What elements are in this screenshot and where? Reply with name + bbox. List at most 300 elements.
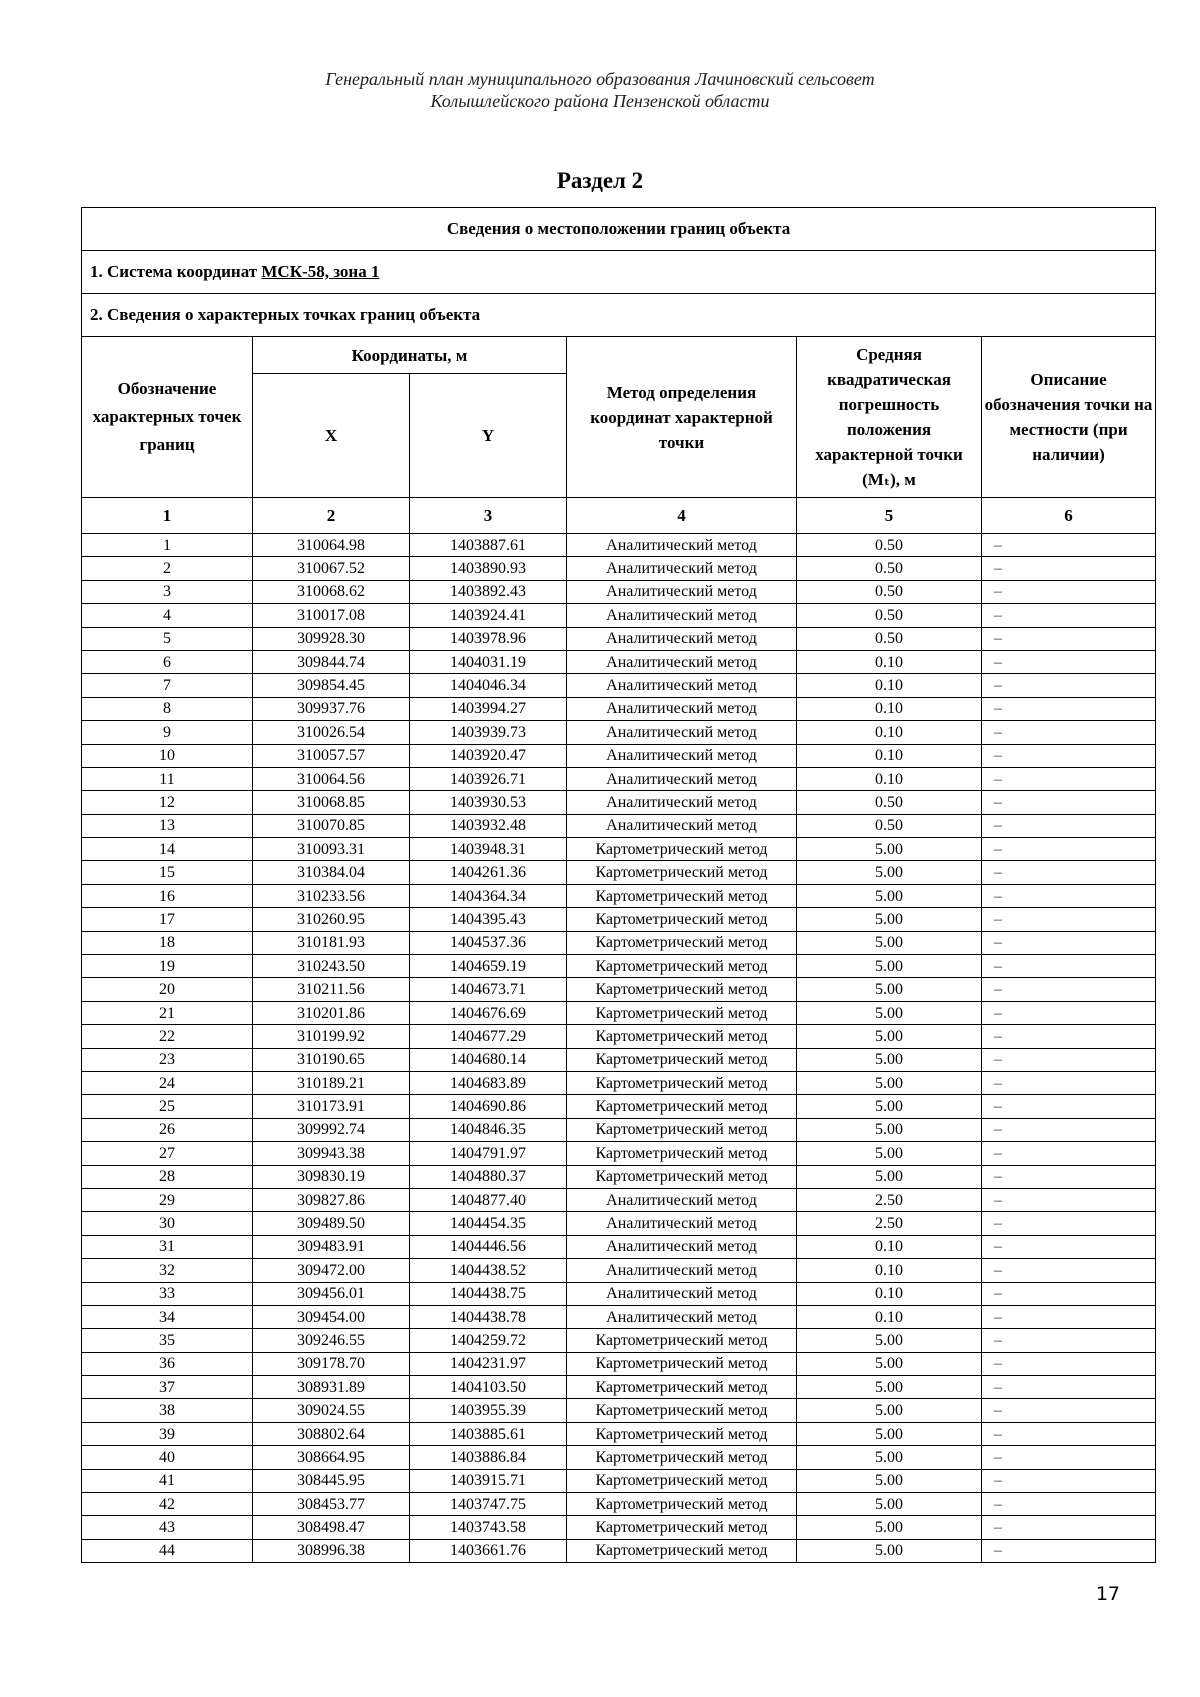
method-cell: Аналитический метод xyxy=(567,1259,797,1282)
point-id-cell: 37 xyxy=(82,1376,253,1399)
method-cell: Аналитический метод xyxy=(567,744,797,767)
x-coordinate-cell: 310017.08 xyxy=(253,604,410,627)
point-id-cell: 39 xyxy=(82,1422,253,1445)
method-cell: Аналитический метод xyxy=(567,697,797,720)
description-cell: – xyxy=(982,580,1156,603)
description-cell: – xyxy=(982,1235,1156,1258)
table-body xyxy=(82,534,1156,1563)
point-id-cell: 13 xyxy=(82,814,253,837)
point-id-cell: 8 xyxy=(82,697,253,720)
error-cell: 5.00 xyxy=(797,1493,982,1516)
description-cell: – xyxy=(982,744,1156,767)
y-coordinate-cell: 1403661.76 xyxy=(410,1539,567,1562)
table-row xyxy=(82,978,1156,1001)
description-cell: – xyxy=(982,1516,1156,1539)
table-row xyxy=(82,1399,1156,1422)
y-coordinate-cell: 1403887.61 xyxy=(410,534,567,557)
column-number-4: 4 xyxy=(567,498,797,534)
y-coordinate-cell: 1404103.50 xyxy=(410,1376,567,1399)
error-cell: 0.50 xyxy=(797,604,982,627)
error-cell: 5.00 xyxy=(797,1376,982,1399)
y-coordinate-cell: 1404673.71 xyxy=(410,978,567,1001)
table-row xyxy=(82,697,1156,720)
error-cell: 5.00 xyxy=(797,978,982,1001)
point-id-cell: 10 xyxy=(82,744,253,767)
y-coordinate-cell: 1404438.75 xyxy=(410,1282,567,1305)
x-coordinate-cell: 309844.74 xyxy=(253,650,410,673)
description-cell: – xyxy=(982,1305,1156,1328)
method-cell: Картометрический метод xyxy=(567,1422,797,1445)
table-row xyxy=(82,1282,1156,1305)
x-coordinate-cell: 309246.55 xyxy=(253,1329,410,1352)
y-coordinate-cell: 1403885.61 xyxy=(410,1422,567,1445)
x-coordinate-cell: 310064.98 xyxy=(253,534,410,557)
y-coordinate-cell: 1404438.52 xyxy=(410,1259,567,1282)
table-row xyxy=(82,767,1156,790)
table-row xyxy=(82,1212,1156,1235)
method-cell: Картометрический метод xyxy=(567,1165,797,1188)
y-coordinate-cell: 1404259.72 xyxy=(410,1329,567,1352)
x-coordinate-cell: 309830.19 xyxy=(253,1165,410,1188)
header-error: Средняя квадратическая погрешность положения характерной точки (Mₜ), м xyxy=(797,337,982,498)
column-number-6: 6 xyxy=(982,498,1156,534)
error-cell: 5.00 xyxy=(797,1422,982,1445)
table-row xyxy=(82,1469,1156,1492)
table-row xyxy=(82,1071,1156,1094)
point-id-cell: 27 xyxy=(82,1142,253,1165)
method-cell: Картометрический метод xyxy=(567,1399,797,1422)
x-coordinate-cell: 310211.56 xyxy=(253,978,410,1001)
y-coordinate-cell: 1403926.71 xyxy=(410,767,567,790)
x-coordinate-cell: 309454.00 xyxy=(253,1305,410,1328)
x-coordinate-cell: 310064.56 xyxy=(253,767,410,790)
description-cell: – xyxy=(982,1329,1156,1352)
table-row xyxy=(82,721,1156,744)
x-coordinate-cell: 310068.85 xyxy=(253,791,410,814)
table-row xyxy=(82,1165,1156,1188)
description-cell: – xyxy=(982,978,1156,1001)
error-cell: 5.00 xyxy=(797,1165,982,1188)
method-cell: Картометрический метод xyxy=(567,1446,797,1469)
error-cell: 5.00 xyxy=(797,1329,982,1352)
method-cell: Картометрический метод xyxy=(567,1142,797,1165)
error-cell: 0.10 xyxy=(797,1305,982,1328)
y-coordinate-cell: 1404680.14 xyxy=(410,1048,567,1071)
error-cell: 5.00 xyxy=(797,1352,982,1375)
table-row xyxy=(82,1048,1156,1071)
point-id-cell: 7 xyxy=(82,674,253,697)
table-row xyxy=(82,1376,1156,1399)
y-coordinate-cell: 1404231.97 xyxy=(410,1352,567,1375)
x-coordinate-cell: 309827.86 xyxy=(253,1188,410,1211)
table-row xyxy=(82,955,1156,978)
y-coordinate-cell: 1404395.43 xyxy=(410,908,567,931)
method-cell: Картометрический метод xyxy=(567,1352,797,1375)
x-coordinate-cell: 309472.00 xyxy=(253,1259,410,1282)
y-coordinate-cell: 1404690.86 xyxy=(410,1095,567,1118)
x-coordinate-cell: 308931.89 xyxy=(253,1376,410,1399)
column-number-5: 5 xyxy=(797,498,982,534)
description-cell: – xyxy=(982,1376,1156,1399)
point-id-cell: 15 xyxy=(82,861,253,884)
error-cell: 0.10 xyxy=(797,697,982,720)
y-coordinate-cell: 1404877.40 xyxy=(410,1188,567,1211)
point-id-cell: 4 xyxy=(82,604,253,627)
x-coordinate-cell: 309456.01 xyxy=(253,1282,410,1305)
table-row xyxy=(82,1188,1156,1211)
x-coordinate-cell: 308445.95 xyxy=(253,1469,410,1492)
y-coordinate-cell: 1403747.75 xyxy=(410,1493,567,1516)
table-row xyxy=(82,627,1156,650)
table-row xyxy=(82,1329,1156,1352)
description-cell: – xyxy=(982,814,1156,837)
point-id-cell: 32 xyxy=(82,1259,253,1282)
method-cell: Аналитический метод xyxy=(567,674,797,697)
x-coordinate-cell: 310243.50 xyxy=(253,955,410,978)
description-cell: – xyxy=(982,1399,1156,1422)
x-coordinate-cell: 309992.74 xyxy=(253,1118,410,1141)
point-id-cell: 29 xyxy=(82,1188,253,1211)
error-cell: 5.00 xyxy=(797,955,982,978)
error-cell: 0.50 xyxy=(797,791,982,814)
point-id-cell: 14 xyxy=(82,838,253,861)
y-coordinate-cell: 1404454.35 xyxy=(410,1212,567,1235)
point-id-cell: 35 xyxy=(82,1329,253,1352)
x-coordinate-cell: 309928.30 xyxy=(253,627,410,650)
y-coordinate-cell: 1404261.36 xyxy=(410,861,567,884)
method-cell: Картометрический метод xyxy=(567,1516,797,1539)
description-cell: – xyxy=(982,1493,1156,1516)
y-coordinate-cell: 1404683.89 xyxy=(410,1071,567,1094)
error-cell: 0.50 xyxy=(797,557,982,580)
method-cell: Картометрический метод xyxy=(567,838,797,861)
description-cell: – xyxy=(982,1282,1156,1305)
table-row xyxy=(82,814,1156,837)
point-id-cell: 34 xyxy=(82,1305,253,1328)
method-cell: Картометрический метод xyxy=(567,1025,797,1048)
table-row xyxy=(82,791,1156,814)
x-coordinate-cell: 310068.62 xyxy=(253,580,410,603)
x-coordinate-cell: 310067.52 xyxy=(253,557,410,580)
y-coordinate-cell: 1403930.53 xyxy=(410,791,567,814)
y-coordinate-cell: 1404880.37 xyxy=(410,1165,567,1188)
point-id-cell: 28 xyxy=(82,1165,253,1188)
error-cell: 0.10 xyxy=(797,744,982,767)
header-x: X xyxy=(253,374,410,498)
point-id-cell: 22 xyxy=(82,1025,253,1048)
description-cell: – xyxy=(982,1142,1156,1165)
table-row xyxy=(82,557,1156,580)
description-cell: – xyxy=(982,721,1156,744)
table-row xyxy=(82,604,1156,627)
x-coordinate-cell: 309489.50 xyxy=(253,1212,410,1235)
y-coordinate-cell: 1404364.34 xyxy=(410,884,567,907)
method-cell: Аналитический метод xyxy=(567,580,797,603)
method-cell: Картометрический метод xyxy=(567,1493,797,1516)
y-coordinate-cell: 1403890.93 xyxy=(410,557,567,580)
column-number-1: 1 xyxy=(82,498,253,534)
x-coordinate-cell: 310189.21 xyxy=(253,1071,410,1094)
point-id-cell: 9 xyxy=(82,721,253,744)
y-coordinate-cell: 1403932.48 xyxy=(410,814,567,837)
description-cell: – xyxy=(982,1446,1156,1469)
error-cell: 0.50 xyxy=(797,627,982,650)
method-cell: Аналитический метод xyxy=(567,1305,797,1328)
method-cell: Аналитический метод xyxy=(567,721,797,744)
error-cell: 0.10 xyxy=(797,721,982,744)
method-cell: Аналитический метод xyxy=(567,767,797,790)
error-cell: 5.00 xyxy=(797,1071,982,1094)
description-cell: – xyxy=(982,1071,1156,1094)
point-id-cell: 1 xyxy=(82,534,253,557)
description-cell: – xyxy=(982,1352,1156,1375)
table-row xyxy=(82,1001,1156,1024)
method-cell: Картометрический метод xyxy=(567,884,797,907)
point-id-cell: 12 xyxy=(82,791,253,814)
header-coordinates: Координаты, м xyxy=(253,337,567,374)
error-cell: 5.00 xyxy=(797,1048,982,1071)
point-id-cell: 25 xyxy=(82,1095,253,1118)
error-cell: 0.10 xyxy=(797,674,982,697)
point-id-cell: 40 xyxy=(82,1446,253,1469)
table-row xyxy=(82,838,1156,861)
x-coordinate-cell: 308498.47 xyxy=(253,1516,410,1539)
description-cell: – xyxy=(982,604,1156,627)
method-cell: Картометрический метод xyxy=(567,1539,797,1562)
section-title: Раздел 2 xyxy=(556,168,644,193)
method-cell: Картометрический метод xyxy=(567,931,797,954)
description-cell: – xyxy=(982,908,1156,931)
x-coordinate-cell: 308996.38 xyxy=(253,1539,410,1562)
x-coordinate-cell: 310190.65 xyxy=(253,1048,410,1071)
y-coordinate-cell: 1403915.71 xyxy=(410,1469,567,1492)
method-cell: Аналитический метод xyxy=(567,604,797,627)
header-line-1: Генеральный план муниципального образования Лачиновский сельсовет xyxy=(325,69,875,89)
method-cell: Аналитический метод xyxy=(567,1212,797,1235)
description-cell: – xyxy=(982,1001,1156,1024)
error-cell: 5.00 xyxy=(797,1095,982,1118)
method-cell: Картометрический метод xyxy=(567,1001,797,1024)
y-coordinate-cell: 1404659.19 xyxy=(410,955,567,978)
error-cell: 0.50 xyxy=(797,580,982,603)
description-cell: – xyxy=(982,1118,1156,1141)
table-row xyxy=(82,1142,1156,1165)
error-cell: 5.00 xyxy=(797,861,982,884)
description-cell: – xyxy=(982,1095,1156,1118)
x-coordinate-cell: 310057.57 xyxy=(253,744,410,767)
description-cell: – xyxy=(982,1539,1156,1562)
error-cell: 5.00 xyxy=(797,931,982,954)
method-cell: Аналитический метод xyxy=(567,650,797,673)
point-id-cell: 5 xyxy=(82,627,253,650)
point-id-cell: 23 xyxy=(82,1048,253,1071)
y-coordinate-cell: 1404677.29 xyxy=(410,1025,567,1048)
x-coordinate-cell: 310181.93 xyxy=(253,931,410,954)
method-cell: Аналитический метод xyxy=(567,791,797,814)
method-cell: Аналитический метод xyxy=(567,557,797,580)
error-cell: 0.10 xyxy=(797,767,982,790)
description-cell: – xyxy=(982,1188,1156,1211)
method-cell: Аналитический метод xyxy=(567,627,797,650)
method-cell: Картометрический метод xyxy=(567,1048,797,1071)
table-row xyxy=(82,1493,1156,1516)
table-row xyxy=(82,1095,1156,1118)
point-id-cell: 26 xyxy=(82,1118,253,1141)
y-coordinate-cell: 1404846.35 xyxy=(410,1118,567,1141)
point-id-cell: 44 xyxy=(82,1539,253,1562)
y-coordinate-cell: 1404446.56 xyxy=(410,1235,567,1258)
point-id-cell: 16 xyxy=(82,884,253,907)
x-coordinate-cell: 310260.95 xyxy=(253,908,410,931)
error-cell: 0.10 xyxy=(797,1235,982,1258)
error-cell: 5.00 xyxy=(797,1539,982,1562)
method-cell: Аналитический метод xyxy=(567,1235,797,1258)
description-cell: – xyxy=(982,838,1156,861)
error-cell: 5.00 xyxy=(797,1516,982,1539)
column-number-3: 3 xyxy=(410,498,567,534)
description-cell: – xyxy=(982,1048,1156,1071)
table-row xyxy=(82,1516,1156,1539)
method-cell: Аналитический метод xyxy=(567,534,797,557)
error-cell: 5.00 xyxy=(797,884,982,907)
point-id-cell: 6 xyxy=(82,650,253,673)
y-coordinate-cell: 1404438.78 xyxy=(410,1305,567,1328)
table-row xyxy=(82,1352,1156,1375)
y-coordinate-cell: 1403978.96 xyxy=(410,627,567,650)
method-cell: Аналитический метод xyxy=(567,814,797,837)
description-cell: – xyxy=(982,931,1156,954)
table-row xyxy=(82,650,1156,673)
x-coordinate-cell: 309178.70 xyxy=(253,1352,410,1375)
description-cell: – xyxy=(982,1469,1156,1492)
description-cell: – xyxy=(982,557,1156,580)
point-id-cell: 11 xyxy=(82,767,253,790)
method-cell: Картометрический метод xyxy=(567,908,797,931)
x-coordinate-cell: 310233.56 xyxy=(253,884,410,907)
error-cell: 5.00 xyxy=(797,1399,982,1422)
table-row xyxy=(82,534,1156,557)
x-coordinate-cell: 309943.38 xyxy=(253,1142,410,1165)
page-number: 17 xyxy=(1095,1583,1120,1605)
coord-system-value: МСК-58, зона 1 xyxy=(261,262,380,281)
y-coordinate-cell: 1403924.41 xyxy=(410,604,567,627)
document-header xyxy=(0,68,1200,112)
point-id-cell: 18 xyxy=(82,931,253,954)
y-coordinate-cell: 1403886.84 xyxy=(410,1446,567,1469)
y-coordinate-cell: 1403994.27 xyxy=(410,697,567,720)
y-coordinate-cell: 1403920.47 xyxy=(410,744,567,767)
x-coordinate-cell: 310026.54 xyxy=(253,721,410,744)
description-cell: – xyxy=(982,884,1156,907)
error-cell: 5.00 xyxy=(797,838,982,861)
x-coordinate-cell: 310201.86 xyxy=(253,1001,410,1024)
points-title: 2. Сведения о характерных точках границ объекта xyxy=(82,294,1156,337)
error-cell: 0.10 xyxy=(797,1282,982,1305)
y-coordinate-cell: 1404537.36 xyxy=(410,931,567,954)
description-cell: – xyxy=(982,1422,1156,1445)
point-id-cell: 17 xyxy=(82,908,253,931)
table-row xyxy=(82,884,1156,907)
error-cell: 5.00 xyxy=(797,1142,982,1165)
point-id-cell: 24 xyxy=(82,1071,253,1094)
y-coordinate-cell: 1403955.39 xyxy=(410,1399,567,1422)
point-id-cell: 41 xyxy=(82,1469,253,1492)
x-coordinate-cell: 308664.95 xyxy=(253,1446,410,1469)
description-cell: – xyxy=(982,1165,1156,1188)
x-coordinate-cell: 308453.77 xyxy=(253,1493,410,1516)
method-cell: Картометрический метод xyxy=(567,1376,797,1399)
y-coordinate-cell: 1403939.73 xyxy=(410,721,567,744)
x-coordinate-cell: 310070.85 xyxy=(253,814,410,837)
method-cell: Картометрический метод xyxy=(567,1329,797,1352)
column-number-2: 2 xyxy=(253,498,410,534)
error-cell: 0.50 xyxy=(797,534,982,557)
method-cell: Картометрический метод xyxy=(567,955,797,978)
x-coordinate-cell: 309024.55 xyxy=(253,1399,410,1422)
header-line-2: Колышлейского района Пензенской области xyxy=(430,91,770,111)
point-id-cell: 33 xyxy=(82,1282,253,1305)
method-cell: Аналитический метод xyxy=(567,1282,797,1305)
table-row xyxy=(82,1446,1156,1469)
table-row xyxy=(82,1118,1156,1141)
x-coordinate-cell: 309483.91 xyxy=(253,1235,410,1258)
table-row xyxy=(82,1305,1156,1328)
table-row xyxy=(82,580,1156,603)
point-id-cell: 21 xyxy=(82,1001,253,1024)
description-cell: – xyxy=(982,955,1156,978)
y-coordinate-cell: 1404046.34 xyxy=(410,674,567,697)
x-coordinate-cell: 308802.64 xyxy=(253,1422,410,1445)
y-coordinate-cell: 1403743.58 xyxy=(410,1516,567,1539)
header-designation: Обозначение характерных точек границ xyxy=(82,337,253,498)
table-row xyxy=(82,674,1156,697)
error-cell: 0.10 xyxy=(797,1259,982,1282)
x-coordinate-cell: 309854.45 xyxy=(253,674,410,697)
description-cell: – xyxy=(982,791,1156,814)
y-coordinate-cell: 1404031.19 xyxy=(410,650,567,673)
table-row xyxy=(82,1539,1156,1562)
error-cell: 0.10 xyxy=(797,650,982,673)
description-cell: – xyxy=(982,1025,1156,1048)
y-coordinate-cell: 1403892.43 xyxy=(410,580,567,603)
table-row xyxy=(82,1422,1156,1445)
method-cell: Картометрический метод xyxy=(567,978,797,1001)
header-method: Метод определения координат характерной точки xyxy=(567,337,797,498)
method-cell: Картометрический метод xyxy=(567,1095,797,1118)
point-id-cell: 30 xyxy=(82,1212,253,1235)
x-coordinate-cell: 310173.91 xyxy=(253,1095,410,1118)
point-id-cell: 42 xyxy=(82,1493,253,1516)
error-cell: 5.00 xyxy=(797,908,982,931)
error-cell: 0.50 xyxy=(797,814,982,837)
description-cell: – xyxy=(982,627,1156,650)
header-y: Y xyxy=(410,374,567,498)
error-cell: 5.00 xyxy=(797,1469,982,1492)
method-cell: Картометрический метод xyxy=(567,1118,797,1141)
error-cell: 2.50 xyxy=(797,1188,982,1211)
x-coordinate-cell: 310384.04 xyxy=(253,861,410,884)
point-id-cell: 19 xyxy=(82,955,253,978)
table-row xyxy=(82,1235,1156,1258)
y-coordinate-cell: 1404676.69 xyxy=(410,1001,567,1024)
description-cell: – xyxy=(982,1259,1156,1282)
coord-system-label: 1. Система координат xyxy=(90,262,262,281)
x-coordinate-cell: 309937.76 xyxy=(253,697,410,720)
point-id-cell: 43 xyxy=(82,1516,253,1539)
point-id-cell: 20 xyxy=(82,978,253,1001)
description-cell: – xyxy=(982,650,1156,673)
table-title: Сведения о местоположении границ объекта xyxy=(82,208,1156,251)
